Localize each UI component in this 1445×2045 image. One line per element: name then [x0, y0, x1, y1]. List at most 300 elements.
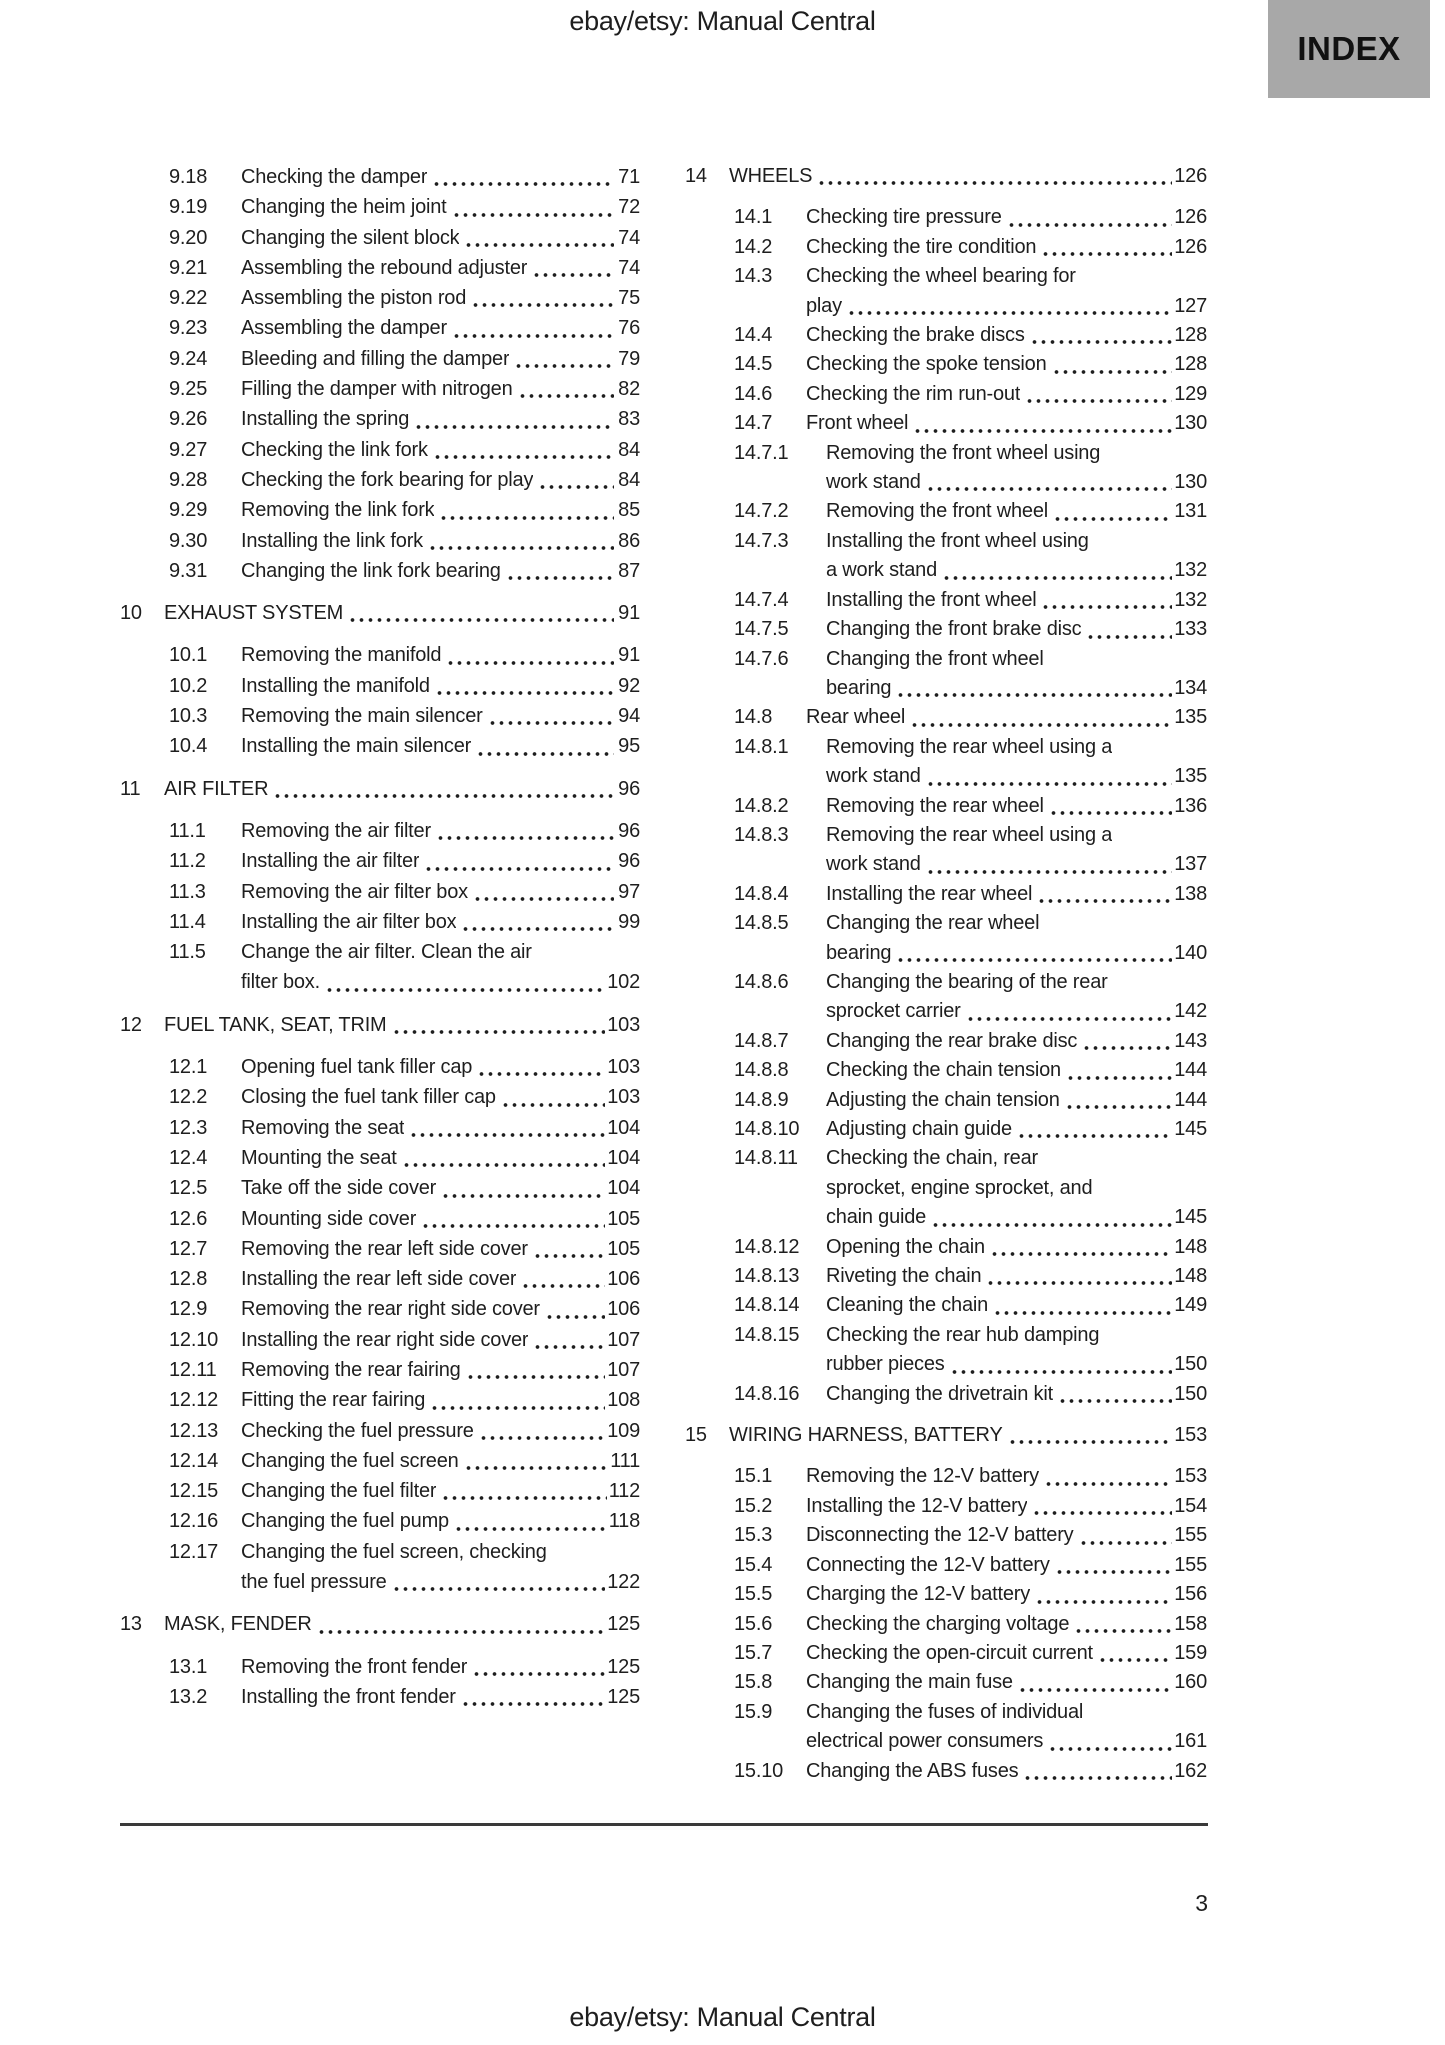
toc-entry-title: electrical power consumers [806, 1730, 1044, 1753]
toc-entry-number: 9.23 [169, 317, 208, 340]
toc-page-number: 149 [1174, 1294, 1207, 1317]
toc-entry-number: 11.2 [169, 850, 206, 873]
toc-entry-row [685, 1639, 1207, 1668]
dot-leader [1008, 1439, 1173, 1445]
toc-entry-body [241, 937, 640, 998]
toc-page-number: 148 [1174, 1235, 1207, 1258]
dot-leader [533, 1253, 605, 1259]
toc-entry-number: 9.25 [169, 378, 208, 401]
toc-entry-title: Installing the rear wheel [826, 882, 1033, 905]
toc-entry-title: Change the air filter. Clean the air [241, 941, 532, 964]
toc-entry-line [241, 192, 640, 222]
dot-leader [926, 869, 1173, 875]
toc-entry-body [241, 465, 640, 495]
toc-entry-body [826, 792, 1207, 821]
toc-entry-number: 12.13 [169, 1419, 219, 1442]
toc-entry-row [685, 1056, 1207, 1085]
toc-entry-body [241, 1082, 640, 1112]
toc-entry-line [241, 495, 640, 525]
toc-entry-line [241, 701, 640, 731]
toc-entry-title: Checking the rear hub damping [826, 1323, 1100, 1346]
dot-leader [441, 1193, 605, 1199]
toc-entry-title: Checking the chain tension [826, 1059, 1061, 1082]
toc-entry-number: 14.7.2 [734, 500, 789, 523]
toc-entry-body [826, 1115, 1207, 1144]
toc-entry-line [241, 374, 640, 404]
toc-page-number: 126 [1174, 206, 1207, 229]
toc-page-number: 104 [607, 1116, 640, 1139]
toc-entry-row [685, 1144, 1207, 1232]
toc-entry-line [826, 1233, 1207, 1262]
toc-entry-number: 12.3 [169, 1116, 208, 1139]
toc-entry-body [806, 1521, 1207, 1550]
dot-leader [1018, 1687, 1172, 1693]
toc-chapter-row [120, 774, 640, 804]
dot-leader [473, 896, 614, 902]
footer-divider [120, 1823, 1208, 1826]
toc-entry-line [826, 468, 1207, 497]
toc-entry-line [826, 733, 1207, 762]
toc-page-number: 158 [1174, 1612, 1207, 1635]
toc-entry-row [685, 1233, 1207, 1262]
toc-entry-title: work stand [826, 471, 921, 494]
toc-entry-body [806, 233, 1207, 262]
toc-entry-number: 14.8.10 [734, 1118, 800, 1140]
toc-entry-title: Filling the damper with nitrogen [241, 378, 513, 401]
toc-page-number: 74 [618, 226, 640, 249]
dot-leader [1035, 1599, 1172, 1605]
toc-entry-number: 11.4 [169, 910, 206, 933]
toc-entry-title: Installing the front wheel using [826, 529, 1089, 552]
toc-entry-title: Rear wheel [806, 706, 906, 729]
toc-entry-title: Cleaning the chain [826, 1294, 989, 1317]
toc-entry-row [120, 640, 640, 670]
toc-entry-line [806, 1610, 1207, 1639]
toc-entry-line [826, 1321, 1207, 1350]
toc-page-number: 131 [1174, 500, 1207, 523]
dot-leader [501, 1102, 605, 1108]
toc-entry-title: Charging the 12-V battery [806, 1583, 1031, 1606]
toc-entry-number: 15.6 [734, 1612, 773, 1635]
toc-entry-line [241, 435, 640, 465]
toc-entry-line [826, 968, 1207, 997]
toc-entry-title: Disconnecting the 12-V battery [806, 1524, 1074, 1547]
toc-entry-row [685, 1668, 1207, 1697]
toc-entry-number: 11 [120, 777, 141, 800]
toc-page-number: 118 [608, 1510, 640, 1533]
toc-page-number: 150 [1174, 1353, 1207, 1376]
toc-entry-number: 12.2 [169, 1086, 208, 1109]
toc-entry-body [826, 1321, 1207, 1380]
toc-entry-title: Assembling the piston rod [241, 287, 467, 310]
toc-entry-title: FUEL TANK, SEAT, TRIM [164, 1013, 387, 1036]
dot-leader [514, 363, 614, 369]
toc-entry-number: 14.8.9 [734, 1088, 789, 1111]
toc-entry-row [120, 907, 640, 937]
toc-entry-title: MASK, FENDER [164, 1613, 312, 1636]
toc-entry-title: Changing the silent block [241, 226, 460, 249]
toc-entry-line [241, 404, 640, 434]
toc-chapter-row [685, 162, 1207, 191]
toc-entry-number: 9.28 [169, 468, 208, 491]
index-tab-label: INDEX [1297, 30, 1401, 67]
toc-entry-row [120, 1325, 640, 1355]
toc-entry-line [826, 909, 1207, 938]
toc-page-number: 79 [618, 347, 640, 370]
toc-page-number: 107 [607, 1358, 640, 1381]
toc-entry-title: Checking the spoke tension [806, 353, 1047, 376]
toc-entry-row [120, 937, 640, 998]
toc-entry-number: 15.10 [734, 1759, 784, 1782]
toc-entry-row [120, 1355, 640, 1385]
toc-entry-line [241, 1113, 640, 1143]
dot-leader [461, 926, 614, 932]
toc-entry-body [241, 1682, 640, 1712]
toc-entry-number: 14.7.5 [734, 618, 789, 641]
dot-leader [1032, 1510, 1172, 1516]
toc-entry-title: Assembling the damper [241, 317, 447, 340]
toc-page-number: 159 [1174, 1641, 1207, 1664]
toc-entry-number: 12.12 [169, 1389, 219, 1412]
toc-entry-row [685, 792, 1207, 821]
toc-page-number: 134 [1174, 676, 1207, 699]
toc-entry-line [826, 1380, 1207, 1409]
toc-entry-row [685, 380, 1207, 409]
toc-entry-body [241, 404, 640, 434]
toc-page-number: 94 [618, 705, 640, 728]
dot-leader [942, 575, 1172, 581]
dot-leader [432, 181, 614, 187]
toc-entry-body [241, 1113, 640, 1143]
toc-entry-body [806, 1757, 1207, 1786]
toc-entry-title: bearing [826, 676, 892, 699]
toc-entry-title: WIRING HARNESS, BATTERY [729, 1424, 1003, 1447]
toc-entry-body [241, 1143, 640, 1173]
toc-entry-row [120, 1234, 640, 1264]
toc-entry-line [241, 640, 640, 670]
toc-entry-title: EXHAUST SYSTEM [164, 602, 344, 625]
dot-leader [479, 1435, 606, 1441]
toc-entry-number: 10.4 [169, 735, 208, 758]
toc-entry-row [120, 344, 640, 374]
dot-leader [273, 793, 614, 799]
toc-entry-line [826, 439, 1207, 468]
toc-entry-title: Installing the front wheel [826, 588, 1037, 611]
toc-entry-number: 14.8.12 [734, 1235, 800, 1258]
toc-page-number: 148 [1174, 1265, 1207, 1288]
toc-entry-line [729, 1421, 1207, 1450]
toc-page-number: 103 [607, 1086, 640, 1109]
toc-entry-body [241, 1537, 640, 1598]
toc-entry-title: Removing the front wheel [826, 500, 1048, 523]
toc-page-number: 91 [618, 644, 640, 667]
toc-entry-row [120, 846, 640, 876]
toc-entry-line [806, 350, 1207, 379]
toc-page-number: 127 [1174, 294, 1207, 317]
toc-entry-line [241, 1355, 640, 1385]
dot-leader [392, 1029, 606, 1035]
dot-leader [461, 1701, 605, 1707]
toc-entry-title: Installing the air filter box [241, 910, 457, 933]
toc-entry-row [685, 586, 1207, 615]
toc-entry-body [241, 1355, 640, 1385]
toc-entry-number: 14.3 [734, 265, 773, 288]
dot-leader [325, 987, 605, 993]
toc-entry-line [806, 233, 1207, 262]
dot-leader [950, 1369, 1173, 1375]
toc-entry-line [806, 1727, 1207, 1756]
toc-entry-title: Checking the link fork [241, 438, 428, 461]
toc-entry-line [241, 1385, 640, 1415]
toc-entry-number: 12.15 [169, 1480, 219, 1503]
toc-entry-body [241, 344, 640, 374]
dot-leader [1086, 634, 1172, 640]
toc-entry-body [241, 1325, 640, 1355]
toc-entry-line [806, 1698, 1207, 1727]
toc-page-number: 92 [618, 674, 640, 697]
page-number: 3 [1195, 1890, 1208, 1916]
toc-page-number: 75 [618, 287, 640, 310]
toc-page-number: 137 [1174, 853, 1207, 876]
toc-entry-body [826, 527, 1207, 586]
toc-entry-line [826, 1350, 1207, 1379]
toc-page-number: 155 [1174, 1553, 1207, 1576]
toc-entry-line [806, 321, 1207, 350]
dot-leader [392, 1586, 606, 1592]
dot-leader [454, 1526, 607, 1532]
dot-leader [1049, 810, 1172, 816]
toc-page-number: 128 [1174, 324, 1207, 347]
toc-entry-title: work stand [826, 853, 921, 876]
toc-entry-title: filter box. [241, 971, 320, 994]
toc-page-number: 130 [1174, 412, 1207, 435]
toc-page-number: 96 [618, 850, 640, 873]
toc-entry-body [241, 162, 640, 192]
toc-entry-line [241, 344, 640, 374]
dot-leader [1017, 1133, 1172, 1139]
toc-entry-title: Mounting the seat [241, 1146, 397, 1169]
dot-leader [532, 272, 614, 278]
dot-leader [441, 1495, 606, 1501]
toc-entry-row [685, 1262, 1207, 1291]
dot-leader [910, 722, 1172, 728]
toc-entry-row [120, 1113, 640, 1143]
toc-entry-line [241, 526, 640, 556]
toc-entry-body [241, 907, 640, 937]
toc-entry-number: 9.22 [169, 287, 208, 310]
toc-entry-title: Removing the rear left side cover [241, 1237, 528, 1260]
toc-entry-number: 13.1 [169, 1655, 208, 1678]
dot-leader [464, 242, 614, 248]
toc-entry-row [685, 233, 1207, 262]
toc-entry-title: Connecting the 12-V battery [806, 1553, 1050, 1576]
toc-entry-body [826, 1262, 1207, 1291]
toc-entry-body [164, 774, 640, 804]
toc-entry-row [120, 1204, 640, 1234]
toc-entry-number: 12.17 [169, 1540, 219, 1563]
toc-entry-number: 12.6 [169, 1207, 208, 1230]
toc-entry-number: 9.30 [169, 529, 208, 552]
toc-entry-title: Assembling the rebound adjuster [241, 256, 528, 279]
toc-entry-body [241, 1446, 640, 1476]
dot-leader [1066, 1075, 1172, 1081]
toc-entry-row [120, 1476, 640, 1506]
toc-entry-title: AIR FILTER [164, 777, 269, 800]
dot-leader [545, 1314, 605, 1320]
dot-leader [1074, 1628, 1172, 1634]
toc-entry-title: Changing the fuses of individual [806, 1700, 1084, 1723]
toc-entry-body [806, 350, 1207, 379]
toc-entry-row [120, 495, 640, 525]
toc-entry-number: 9.31 [169, 559, 208, 582]
toc-entry-line [826, 1203, 1207, 1232]
toc-entry-body [241, 435, 640, 465]
toc-page-number: 144 [1174, 1088, 1207, 1111]
toc-entry-body [241, 1204, 640, 1234]
dot-leader [1052, 369, 1173, 375]
toc-page-number: 85 [618, 499, 640, 522]
toc-entry-body [806, 1698, 1207, 1757]
toc-entry-row [685, 497, 1207, 526]
toc-entry-title: sprocket carrier [826, 1000, 961, 1023]
toc-entry-line [241, 1652, 640, 1682]
toc-entry-line [826, 792, 1207, 821]
dot-leader [317, 1629, 606, 1635]
dot-leader [1030, 339, 1173, 345]
toc-entry-number: 10.2 [169, 674, 208, 697]
toc-entry-title: Changing the heim joint [241, 196, 447, 219]
toc-entry-row [685, 350, 1207, 379]
toc-entry-line [826, 497, 1207, 526]
toc-entry-title: Checking the damper [241, 166, 428, 188]
toc-entry-number: 9.18 [169, 166, 208, 188]
toc-entry-row [120, 1682, 640, 1712]
toc-entry-number: 15.2 [734, 1494, 773, 1517]
toc-entry-line [826, 850, 1207, 879]
toc-entry-title: Removing the front wheel using [826, 441, 1101, 464]
toc-entry-body [241, 1416, 640, 1446]
toc-entry-body [241, 877, 640, 907]
toc-entry-number: 11.5 [169, 941, 206, 964]
toc-entry-line [806, 380, 1207, 409]
toc-entry-line [806, 1462, 1207, 1491]
toc-entry-row [120, 816, 640, 846]
toc-page-number: 132 [1174, 588, 1207, 611]
toc-entry-number: 15.3 [734, 1524, 773, 1547]
toc-entry-number: 14.8.2 [734, 794, 789, 817]
dot-leader [472, 1671, 605, 1677]
toc-entry-body [806, 1668, 1207, 1697]
toc-entry-line [241, 731, 640, 761]
toc-entry-body [826, 821, 1207, 880]
toc-page-number: 103 [607, 1056, 640, 1079]
toc-entry-title: Changing the drivetrain kit [826, 1382, 1053, 1405]
toc-entry-body [241, 1385, 640, 1415]
page-header-title: ebay/etsy: Manual Central [569, 6, 876, 36]
toc-entry-body [806, 703, 1207, 732]
toc-entry-title: Removing the rear right side cover [241, 1298, 540, 1321]
toc-entry-body [826, 968, 1207, 1027]
toc-entry-title: rubber pieces [826, 1353, 945, 1376]
toc-entry-body [241, 701, 640, 731]
toc-entry-title: Installing the rear left side cover [241, 1268, 517, 1291]
toc-entry-title: Front wheel [806, 412, 909, 435]
toc-entry-row [120, 671, 640, 701]
toc-entry-row [120, 313, 640, 343]
toc-entry-number: 14.8.11 [734, 1147, 798, 1170]
toc-entry-body [826, 1144, 1207, 1232]
toc-entry-line [241, 877, 640, 907]
toc-entry-number: 9.21 [169, 256, 208, 279]
toc-entry-title: Checking the wheel bearing for [806, 265, 1076, 288]
dot-leader [1082, 1045, 1172, 1051]
toc-entry-body [164, 1609, 640, 1639]
toc-entry-number: 9.20 [169, 226, 208, 249]
toc-entry-row [120, 1082, 640, 1112]
toc-entry-line [826, 1144, 1207, 1173]
dot-leader [847, 310, 1172, 316]
toc-entry-row [120, 1506, 640, 1536]
toc-entry-body [806, 409, 1207, 438]
toc-entry-line [241, 1537, 640, 1567]
dot-leader [414, 424, 614, 430]
toc-page-number: 105 [607, 1207, 640, 1230]
toc-entry-row [120, 1052, 640, 1082]
toc-entry-title: Checking the rim run-out [806, 382, 1021, 405]
toc-entry-number: 15 [685, 1424, 707, 1447]
toc-entry-row [120, 374, 640, 404]
toc-entry-row [685, 821, 1207, 880]
toc-entry-line [164, 774, 640, 804]
toc-page-number: 128 [1174, 353, 1207, 376]
toc-page-number: 160 [1174, 1671, 1207, 1694]
toc-page-number: 102 [607, 971, 640, 994]
toc-entry-line [241, 465, 640, 495]
toc-page-number: 111 [610, 1449, 640, 1472]
dot-leader [436, 835, 614, 841]
toc-entry-line [241, 1294, 640, 1324]
toc-page-number: 104 [607, 1177, 640, 1200]
toc-page-number: 72 [618, 196, 640, 219]
dot-leader [1041, 251, 1172, 257]
toc-entry-row [685, 880, 1207, 909]
toc-entry-line [729, 162, 1207, 191]
toc-entry-title: Checking the open-circuit current [806, 1641, 1093, 1664]
toc-column-left [120, 162, 640, 1712]
toc-entry-title: Removing the air filter box [241, 880, 468, 903]
toc-entry-body [806, 380, 1207, 409]
toc-entry-title: Changing the bearing of the rear [826, 970, 1108, 993]
toc-page-number: 138 [1174, 882, 1207, 905]
toc-entry-number: 15.9 [734, 1700, 773, 1723]
toc-entry-title: Adjusting chain guide [826, 1118, 1012, 1140]
toc-entry-line [806, 1639, 1207, 1668]
toc-entry-body [241, 1652, 640, 1682]
toc-entry-body [241, 1173, 640, 1203]
toc-entry-body [826, 1291, 1207, 1320]
toc-entry-number: 9.24 [169, 347, 208, 370]
toc-entry-title: Checking the chain, rear [826, 1147, 1038, 1170]
toc-entry-body [806, 1610, 1207, 1639]
toc-entry-line [826, 1262, 1207, 1291]
toc-entry-title: Removing the rear fairing [241, 1358, 461, 1381]
toc-entry-line [806, 262, 1207, 291]
toc-entry-body [826, 586, 1207, 615]
toc-entry-body [826, 1027, 1207, 1056]
dot-leader [409, 1132, 605, 1138]
toc-entry-number: 14.8.16 [734, 1382, 800, 1405]
toc-entry-number: 9.19 [169, 196, 208, 219]
